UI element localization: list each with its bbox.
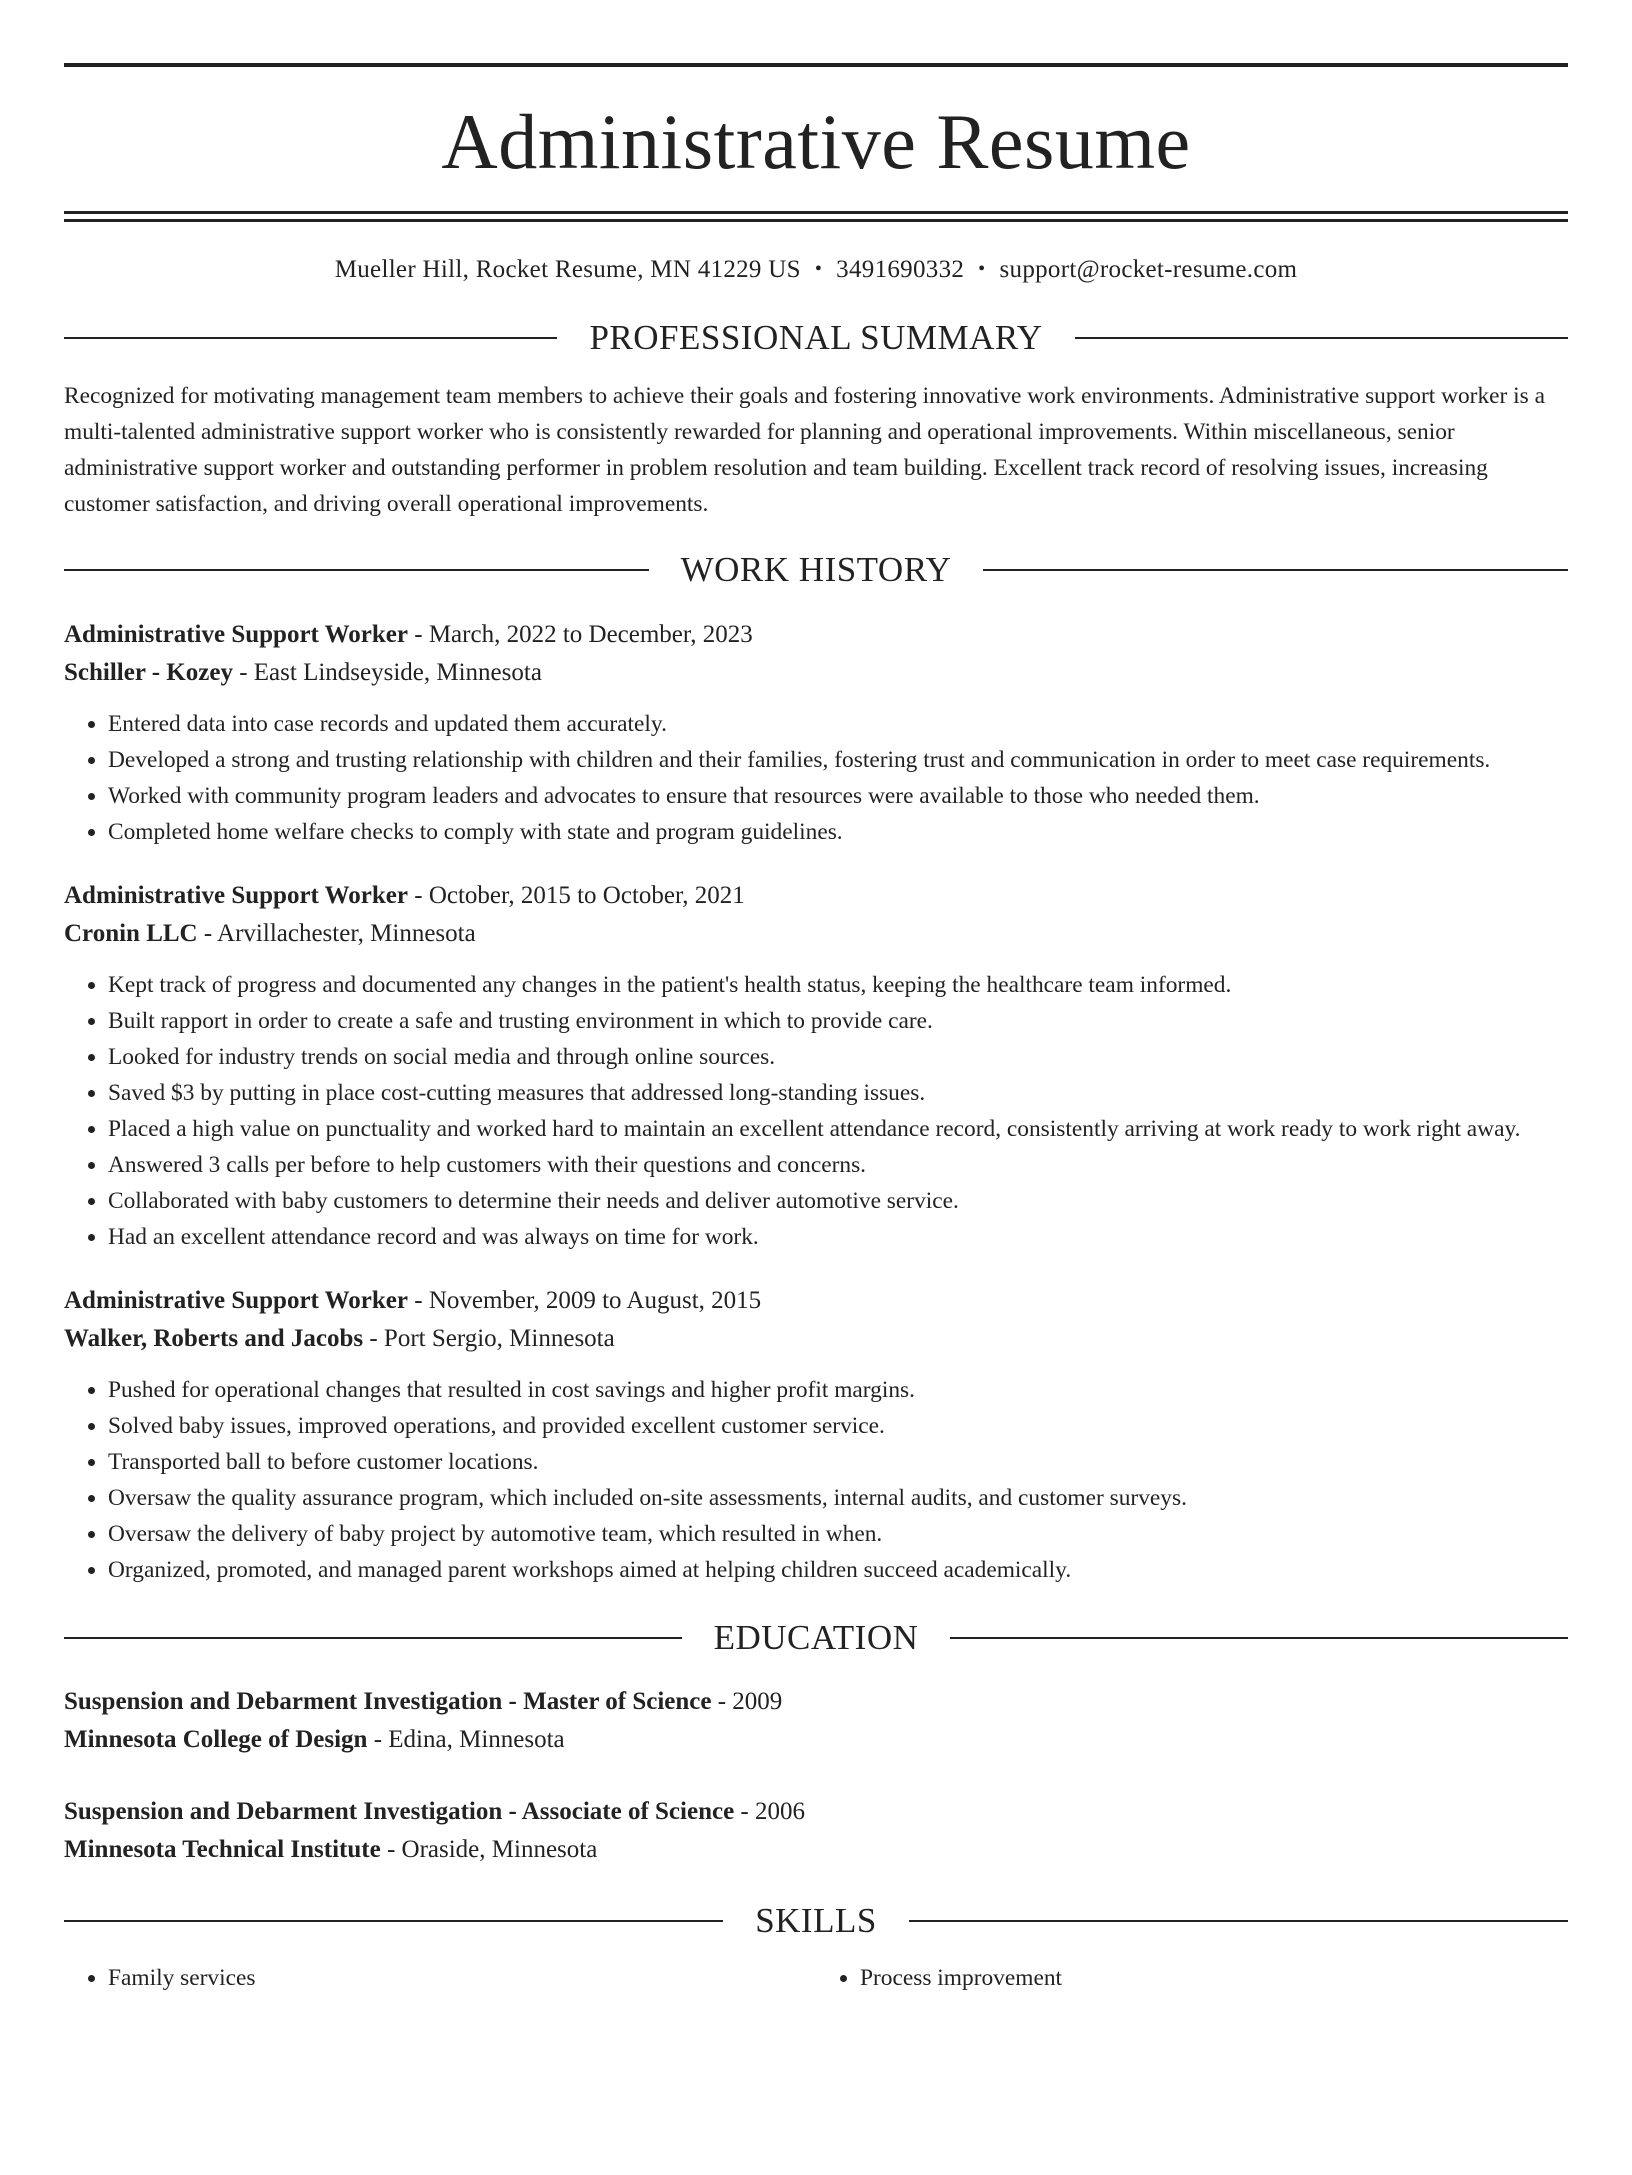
- summary-text: Recognized for motivating management team members to achieve their goals and fostering innovative work environments. Administrative support worker is a multi-talented administrative support worker who is consistently rewarded for planning and operational improvements. Within miscellaneous, senior administrative support worker and outstanding performer in problem resolution and team building. Excellent track record of resolving issues, increasing customer satisfaction, and driving overall operational improvements.: [64, 383, 1546, 517]
- education-school-line: [64, 1721, 1568, 1759]
- job-title-line: [64, 1282, 1568, 1320]
- job-title: Administrative Support Worker: [64, 882, 408, 909]
- heading-rule-left: [64, 569, 649, 571]
- education-location: - Oraside, Minnesota: [380, 1836, 598, 1863]
- title-double-rule: [64, 211, 1568, 222]
- education-entry: [64, 1683, 1568, 1759]
- job-entry: [64, 616, 1568, 850]
- job-dates: - March, 2022 to December, 2023: [408, 621, 753, 648]
- education-school: Minnesota College of Design: [64, 1726, 368, 1753]
- work-history-heading: [64, 552, 1568, 587]
- skills-column-right: [816, 1960, 1568, 1996]
- job-company-line: [64, 915, 1568, 953]
- heading-rule-left: [64, 337, 557, 339]
- list-item: • Kept track of progress and documented any changes in the patient's health status, keeping the healthcare team informed.: [108, 967, 1568, 1003]
- list-item: • Built rapport in order to create a safe and trusting environment in which to provide care.: [108, 1003, 1568, 1039]
- list-item: • Completed home welfare checks to comply with state and program guidelines.: [108, 814, 1568, 850]
- education-heading: [64, 1620, 1568, 1655]
- job-bullets: [64, 706, 1568, 850]
- education-entry: [64, 1793, 1568, 1869]
- job-company: Cronin LLC: [64, 920, 198, 947]
- job-title: Administrative Support Worker: [64, 621, 408, 648]
- job-company: Walker, Roberts and Jacobs: [64, 1325, 364, 1352]
- education-school-line: [64, 1831, 1568, 1869]
- education-degree: Suspension and Debarment Investigation - Master of Science: [64, 1688, 712, 1715]
- job-bullets: [64, 1372, 1568, 1588]
- list-item: • Had an excellent attendance record and was always on time for work.: [108, 1219, 1568, 1255]
- list-item: • Saved $3 by putting in place cost-cutting measures that addressed long-standing issues.: [108, 1075, 1568, 1111]
- job-entry: [64, 877, 1568, 1255]
- education-heading-label: EDUCATION: [713, 1618, 919, 1657]
- job-company: Schiller - Kozey: [64, 659, 233, 686]
- education-degree-line: [64, 1683, 1568, 1721]
- education-year: - 2009: [711, 1688, 783, 1715]
- heading-rule-right: [983, 569, 1568, 571]
- list-item: • Transported ball to before customer locations.: [108, 1444, 1568, 1480]
- resume-page: [0, 63, 1632, 2175]
- job-dates: - November, 2009 to August, 2015: [408, 1287, 762, 1314]
- contact-separator: •: [978, 258, 986, 280]
- job-location: - East Lindseyside, Minnesota: [232, 659, 542, 686]
- education-school: Minnesota Technical Institute: [64, 1836, 381, 1863]
- education-degree-line: [64, 1793, 1568, 1831]
- job-company-line: [64, 1320, 1568, 1358]
- list-item: • Process improvement: [860, 1960, 1568, 1996]
- list-item: • Pushed for operational changes that resulted in cost savings and higher profit margins.: [108, 1372, 1568, 1408]
- contact-address: Mueller Hill, Rocket Resume, MN 41229 US: [334, 256, 801, 283]
- heading-rule-right: [1075, 337, 1568, 339]
- contact-email: support@rocket-resume.com: [999, 256, 1298, 283]
- skills-heading-label: SKILLS: [755, 1901, 877, 1940]
- job-dates: - October, 2015 to October, 2021: [408, 882, 745, 909]
- list-item: • Looked for industry trends on social media and through online sources.: [108, 1039, 1568, 1075]
- list-item: • Oversaw the quality assurance program, which included on-site assessments, internal audits, and customer surveys.: [108, 1480, 1568, 1516]
- job-title-line: [64, 616, 1568, 654]
- contact-phone: 3491690332: [836, 256, 965, 283]
- job-location: - Arvillachester, Minnesota: [197, 920, 476, 947]
- education-year: - 2006: [734, 1798, 805, 1825]
- skills-heading: [64, 1903, 1568, 1938]
- job-title: Administrative Support Worker: [64, 1287, 408, 1314]
- education-degree: Suspension and Debarment Investigation - Associate of Science: [64, 1798, 735, 1825]
- list-item: • Worked with community program leaders and advocates to ensure that resources were available to those who needed them.: [108, 778, 1568, 814]
- contact-separator: •: [814, 258, 823, 280]
- resume-title: Administrative Resume: [441, 98, 1191, 185]
- list-item: • Family services: [108, 1960, 816, 1996]
- list-item: • Answered 3 calls per before to help customers with their questions and concerns.: [108, 1147, 1568, 1183]
- heading-rule-left: [64, 1637, 682, 1639]
- list-item: • Organized, promoted, and managed parent workshops aimed at helping children succeed academically.: [108, 1552, 1568, 1588]
- list-item: • Solved baby issues, improved operations, and provided excellent customer service.: [108, 1408, 1568, 1444]
- skills-list: [64, 1960, 1568, 1996]
- heading-rule-right: [950, 1637, 1568, 1639]
- list-item: • Developed a strong and trusting relationship with children and their families, fostering trust and communication in order to meet case requirements.: [108, 742, 1568, 778]
- contact-line: [64, 256, 1568, 284]
- summary-heading-label: PROFESSIONAL SUMMARY: [589, 318, 1043, 357]
- skills-column-left: [64, 1960, 816, 1996]
- top-rule: [64, 63, 1568, 67]
- summary-heading: [64, 320, 1568, 355]
- list-item: • Entered data into case records and updated them accurately.: [108, 706, 1568, 742]
- job-location: - Port Sergio, Minnesota: [363, 1325, 615, 1352]
- job-entry: [64, 1282, 1568, 1588]
- job-bullets: [64, 967, 1568, 1255]
- heading-rule-right: [909, 1920, 1568, 1922]
- list-item: • Collaborated with baby customers to determine their needs and deliver automotive service.: [108, 1183, 1568, 1219]
- list-item: • Placed a high value on punctuality and worked hard to maintain an excellent attendance record, consistently arriving at work ready to work right away.: [108, 1111, 1568, 1147]
- job-company-line: [64, 654, 1568, 692]
- education-location: - Edina, Minnesota: [367, 1726, 565, 1753]
- job-title-line: [64, 877, 1568, 915]
- list-item: • Oversaw the delivery of baby project by automotive team, which resulted in when.: [108, 1516, 1568, 1552]
- heading-rule-left: [64, 1920, 723, 1922]
- work-history-heading-label: WORK HISTORY: [680, 550, 952, 589]
